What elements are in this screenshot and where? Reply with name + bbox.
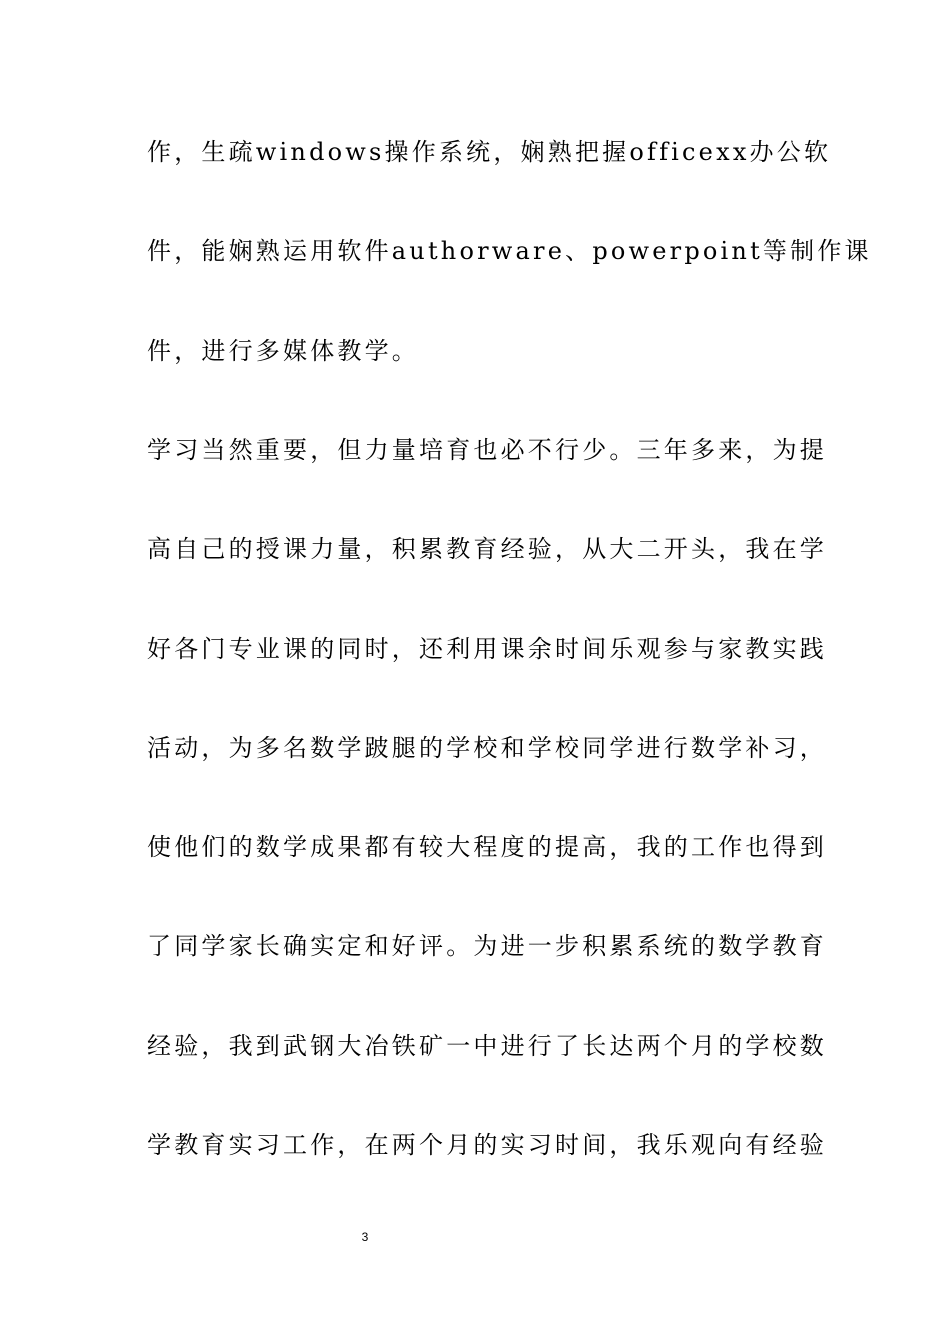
text-line-5: 高自己的授课力量，积累教育经验，从大二开头，我在学 (147, 535, 827, 563)
text-line-2: 件，能娴熟运用软件authorware、powerpoint等制作课 (147, 237, 872, 265)
text-line-3: 件，进行多媒体教学。 (147, 337, 419, 365)
text-line-1: 作，生疏windows操作系统，娴熟把握officexx办公软 (147, 138, 832, 166)
text-line-7: 活动，为多名数学跛腿的学校和学校同学进行数学补习， (147, 734, 827, 762)
text-line-10: 经验，我到武钢大冶铁矿一中进行了长达两个月的学校数 (147, 1032, 827, 1060)
text-line-8: 使他们的数学成果都有较大程度的提高，我的工作也得到 (147, 833, 827, 861)
text-line-11: 学教育实习工作，在两个月的实习时间，我乐观向有经验 (147, 1131, 827, 1159)
page-number: 3 (361, 1230, 369, 1244)
text-line-4: 学习当然重要，但力量培育也必不行少。三年多来，为提 (147, 436, 827, 464)
text-line-6: 好各门专业课的同时，还利用课余时间乐观参与家教实践 (147, 635, 827, 663)
text-line-9: 了同学家长确实定和好评。为进一步积累系统的数学教育 (147, 932, 827, 960)
